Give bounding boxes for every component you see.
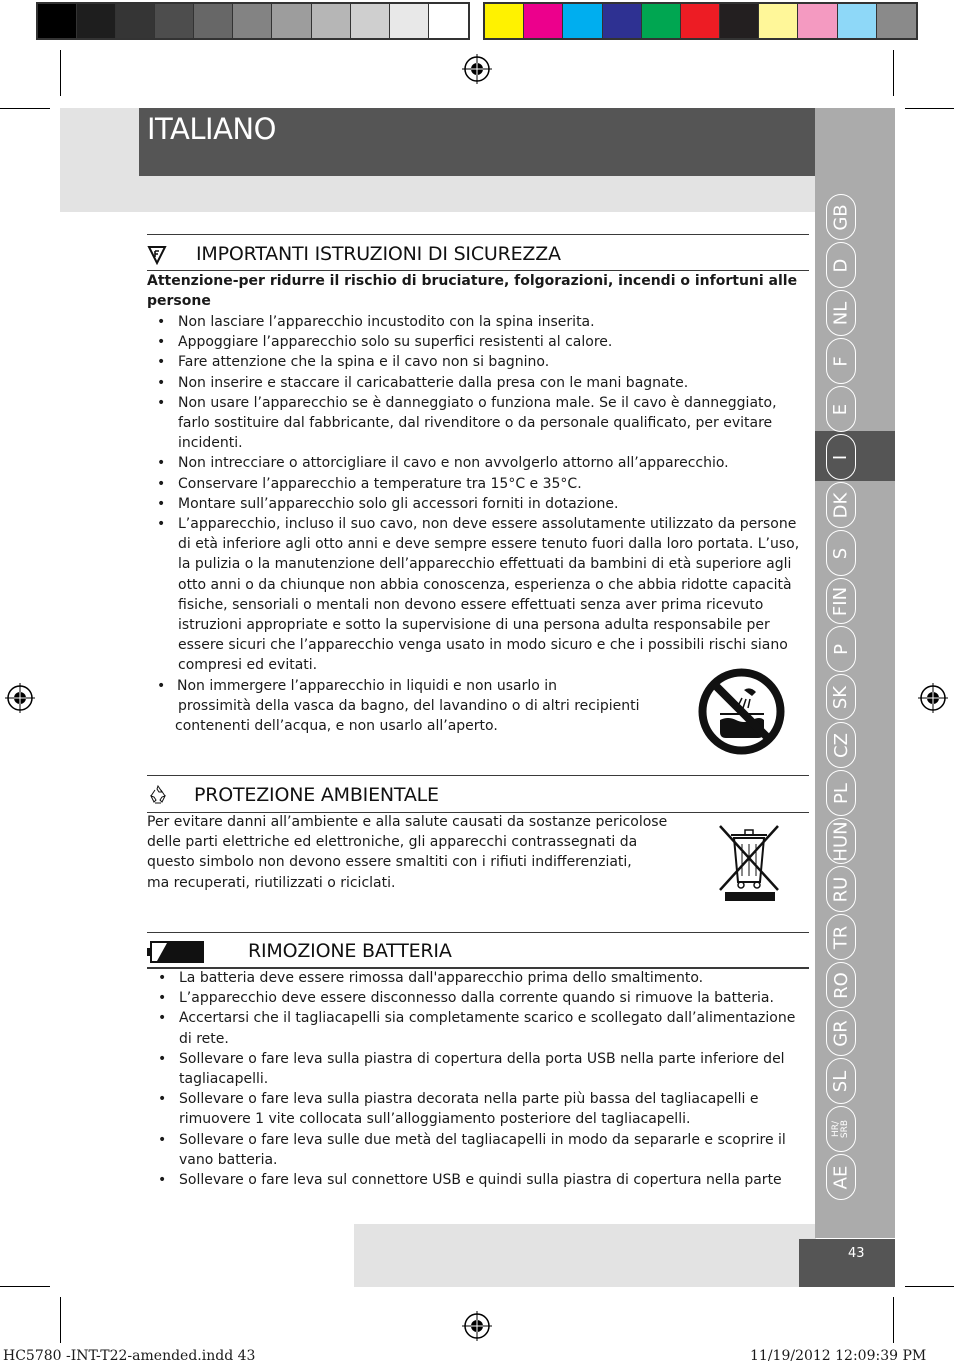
no-water-icon: [698, 668, 785, 755]
language-tab-label: AE: [830, 1165, 852, 1189]
color-swatch: [563, 4, 602, 38]
language-tab[interactable]: [826, 290, 856, 336]
crossed-bin-icon: [714, 822, 784, 902]
crop-mark: [905, 108, 954, 109]
language-tab[interactable]: [826, 1106, 856, 1152]
registration-mark-icon: [5, 683, 35, 713]
crop-mark: [60, 50, 61, 96]
crop-mark: [905, 1286, 954, 1287]
color-swatch: [838, 4, 877, 38]
language-tab-label: P: [830, 643, 852, 655]
language-tab-label: HUN: [830, 820, 852, 862]
color-swatch: [155, 4, 194, 38]
color-swatch: [877, 4, 916, 38]
language-tab-label: GR: [830, 1019, 852, 1047]
warning-f-icon: [147, 245, 167, 265]
footer-datetime: 11/19/2012 12:09:39 PM: [750, 1348, 927, 1364]
language-tab[interactable]: [826, 434, 856, 480]
registration-mark-icon: [462, 1311, 492, 1341]
language-tab[interactable]: [826, 770, 856, 816]
language-tab[interactable]: [826, 386, 856, 432]
color-swatch: [38, 4, 77, 38]
color-swatch: [720, 4, 759, 38]
safety-last-item: [147, 676, 687, 737]
line: • Non immergere l’apparecchio in liquidi e non usarlo in: [177, 678, 558, 694]
language-tab[interactable]: [826, 530, 856, 576]
color-swatch: [642, 4, 681, 38]
language-tab[interactable]: [826, 482, 856, 528]
language-tab-label: RO: [830, 971, 852, 999]
battery-icon: [147, 940, 209, 964]
color-swatch: [759, 4, 798, 38]
grayscale-color-bar: [36, 2, 470, 40]
list-item: • Fare attenzione che la spina e il cavo non si bagnino.: [147, 352, 807, 372]
process-color-bar: [483, 2, 918, 40]
language-tab[interactable]: [826, 722, 856, 768]
language-tab[interactable]: [826, 242, 856, 288]
footer-filename: HC5780 -INT-T22-amended.indd 43: [3, 1348, 256, 1364]
language-tab[interactable]: [826, 674, 856, 720]
color-swatch: [194, 4, 233, 38]
list-item: • L’apparecchio deve essere disconnesso dalla corrente quando si rimuove la batteria.: [148, 988, 810, 1008]
safety-warning: Attenzione-per ridurre il rischio di bruciature, folgorazioni, incendi o infortuni alle persone: [147, 273, 798, 310]
language-tab-label: F: [830, 355, 852, 367]
list-item: • Sollevare o fare leva sulle due metà del tagliacapelli in modo da separarle e scoprire il vano batteria.: [148, 1130, 810, 1170]
section-rule: [147, 775, 809, 776]
line: Per evitare danni all’ambiente e alla salute causati da sostanze pericolose: [147, 814, 668, 830]
language-tab-label: SK: [830, 685, 852, 709]
language-tab-label: FIN: [830, 586, 852, 616]
list-item: • L’apparecchio, incluso il suo cavo, non deve essere assolutamente utilizzato da persone di età inferiore agli otto anni e deve sempre essere tenuto fuori dalla loro portata. L’uso, la pulizia o la manutenzione dell’apparecchio effettuati da bambini di età superiore agli otto anni o da chiunque non abbia conoscenza, esperienza o che abbia ridotte capacità fisiche, sensoriali o mentali non devono essere effettuati senza aver prima ricevuto istruzioni appropriate e sotto la supervisione di una persona adulta responsabile per essere sicuri che l’apparecchio venga usato in modo sicuro e che i possibili rischi siano compresi ed evitati.: [147, 514, 807, 676]
crop-mark: [0, 108, 50, 109]
footer-background: [354, 1224, 816, 1287]
language-tab[interactable]: [826, 1154, 856, 1200]
language-tab-label: CZ: [830, 732, 852, 758]
list-item: • Accertarsi che il tagliacapelli sia completamente scarico e scollegato dall’alimentazione di rete.: [148, 1008, 810, 1048]
language-tab[interactable]: [826, 626, 856, 672]
color-swatch: [524, 4, 563, 38]
color-swatch: [272, 4, 311, 38]
color-swatch: [233, 4, 272, 38]
language-tab[interactable]: [826, 578, 856, 624]
language-tab-label: TR: [830, 925, 852, 949]
language-tab[interactable]: [826, 1010, 856, 1056]
list-item: • Sollevare o fare leva sulla piastra di copertura della porta USB nella parte inferiore del tagliacapelli.: [148, 1049, 810, 1089]
language-tab[interactable]: [826, 1058, 856, 1104]
language-tab[interactable]: [826, 194, 856, 240]
registration-mark-icon: [462, 54, 492, 84]
language-tab-label: S: [830, 547, 852, 559]
list-item: • Non lasciare l’apparecchio incustodito con la spina inserita.: [147, 312, 807, 332]
color-swatch: [798, 4, 837, 38]
language-tab[interactable]: [826, 962, 856, 1008]
list-item: • Montare sull’apparecchio solo gli accessori forniti in dotazione.: [147, 494, 807, 514]
language-tab[interactable]: [826, 914, 856, 960]
language-tab[interactable]: [826, 338, 856, 384]
page-number: 43: [848, 1246, 865, 1261]
list-item: • Sollevare o fare leva sul connettore USB e quindi sulla piastra di copertura nella parte: [148, 1170, 810, 1190]
color-swatch: [351, 4, 390, 38]
crop-mark: [0, 1286, 50, 1287]
list-item: • La batteria deve essere rimossa dall'apparecchio prima dello smaltimento.: [148, 968, 810, 988]
color-swatch: [429, 4, 468, 38]
environment-heading: PROTEZIONE AMBIENTALE: [194, 784, 439, 806]
crop-mark: [893, 1297, 894, 1343]
crop-mark: [893, 50, 894, 96]
line: questo simbolo non devono essere smaltiti con i rifiuti indifferenziati,: [147, 854, 632, 871]
list-item: • Non intrecciare o attorcigliare il cavo e non avvolgerlo attorno all’apparecchio.: [147, 453, 807, 473]
language-tab-label: RU: [830, 876, 852, 902]
crop-mark: [60, 1297, 61, 1343]
language-tab-label: E: [830, 403, 852, 415]
color-swatch: [390, 4, 429, 38]
language-tab-label: I: [830, 454, 852, 460]
language-tab-label: D: [830, 258, 852, 272]
color-swatch: [312, 4, 351, 38]
list-item: • Non usare l’apparecchio se è danneggiato o funziona male. Se il cavo è danneggiato, farlo sostituire dal fabbricante, dal rivenditore o da personale qualificato, per evitare incidenti.: [147, 393, 807, 454]
list-item: • Conservare l’apparecchio a temperature tra 15°C e 35°C.: [147, 474, 807, 494]
language-tab-label: PL: [830, 782, 852, 804]
color-swatch: [681, 4, 720, 38]
language-tab-label: NL: [830, 301, 852, 325]
language-tab-label: SL: [830, 1070, 852, 1092]
page-title: ITALIANO: [147, 112, 276, 146]
safety-heading: IMPORTANTI ISTRUZIONI DI SICUREZZA: [196, 243, 561, 265]
line: delle parti elettriche ed elettroniche, gli apparecchi contrassegnati da: [147, 834, 638, 851]
recycle-icon: [147, 784, 169, 806]
list-item: • Non inserire e staccare il caricabatterie dalla presa con le mani bagnate.: [147, 373, 807, 393]
battery-list: [148, 968, 810, 1190]
list-item: • Appoggiare l’apparecchio solo su superfici resistenti al calore.: [147, 332, 807, 352]
registration-mark-icon: [918, 683, 948, 713]
color-swatch: [77, 4, 116, 38]
list-item: • Sollevare o fare leva sulla piastra decorata nella parte più bassa del tagliacapelli e rimuovere 1 vite collocata sull’alloggiamento posteriore del tagliacapelli.: [148, 1089, 810, 1129]
safety-list: [147, 312, 807, 676]
section-rule: [147, 932, 809, 933]
color-swatch: [485, 4, 524, 38]
language-tab[interactable]: [826, 818, 856, 864]
battery-heading: RIMOZIONE BATTERIA: [248, 940, 452, 962]
line: contenenti dell’acqua, e non usarlo all’aperto.: [175, 718, 498, 735]
line: ma recuperati, riutilizzati o riciclati.: [147, 874, 396, 891]
language-tab-label: HR/ SRB: [830, 1119, 850, 1139]
line: prossimità della vasca da bagno, del lavandino o di altri recipienti: [178, 698, 640, 715]
language-tab-label: GB: [830, 203, 852, 231]
section-rule: [147, 234, 809, 235]
language-tab-label: DK: [830, 492, 852, 518]
page-number-box: [799, 1239, 895, 1287]
color-swatch: [603, 4, 642, 38]
list-item: [147, 676, 687, 737]
environment-text: [147, 812, 707, 893]
language-tab[interactable]: [826, 866, 856, 912]
color-swatch: [116, 4, 155, 38]
